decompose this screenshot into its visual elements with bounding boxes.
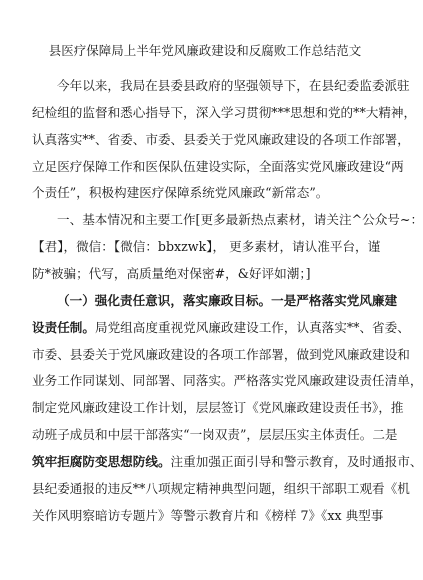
bold-heading-text: （一）强化责任意识，落实廉政目标。一是严格落实党风廉建 <box>57 293 398 308</box>
paragraph-line <box>32 454 423 470</box>
paragraph-line: 防*被骗；代写，高质量绝对保密#，&好评如潮；] <box>32 266 311 281</box>
document-title: 县医疗保障局上半年党风廉政建设和反腐败工作总结范文 <box>48 43 362 58</box>
paragraph-line: 纪检组的监督和悉心指导下，深入学习贯彻***思想和党的**大精神， <box>32 105 417 120</box>
paragraph-line: 【君】，微信：【微信：bbxzwk】， 更多素材，请认准平台，谨 <box>32 239 381 254</box>
bold-heading-text: 设责任制。 <box>32 320 95 335</box>
body-text: 局党组高度重视党风廉政建设工作，认真落实**、省委、 <box>94 320 410 335</box>
section-heading-line: 一、基本情况和主要工作[更多最新热点素材，请关注^公众号~： <box>57 212 423 227</box>
paragraph-line: 县纪委通报的违反**八项规定精神典型问题，组织干部职工观看《机 <box>32 481 410 496</box>
paragraph-line: 制定党风廉政建设工作计划，层层签订《党风廉政建设责任书》，推 <box>32 400 404 415</box>
body-text: 注重加强正面引导和警示教育，及时通报市、 <box>170 454 423 469</box>
subsection-heading-line <box>57 293 398 309</box>
paragraph-line: 市委、县委关于党风廉政建设的各项工作部署，做到党风廉政建设和 <box>32 347 410 362</box>
paragraph-line: 动班子成员和中层干部落实“一岗双责”，层层压实主体责任。二是 <box>32 427 398 442</box>
paragraph-line: 业务工作同谋划、同部署、同落实。严格落实党风廉政建设责任清单， <box>32 373 423 388</box>
paragraph-line: 关作风明察暗访专题片》等警示教育片和《榜样 7》《xx 典型事 <box>32 508 384 523</box>
paragraph-line: 立足医疗保障工作和医保队伍建设实际，全面落实党风廉政建设“两 <box>32 159 404 174</box>
paragraph-line <box>32 320 410 336</box>
paragraph-line: 个责任”，积极构建医疗保障系统党风廉政“新常态”。 <box>32 185 329 200</box>
paragraph-line: 认真落实**、省委、市委、县委关于党风廉政建设的各项工作部署， <box>32 132 410 147</box>
bold-heading-text: 筑牢拒腐防变思想防线。 <box>32 454 171 469</box>
paragraph-line: 今年以来，我局在县委县政府的坚强领导下，在县纪委监委派驻 <box>57 78 410 93</box>
